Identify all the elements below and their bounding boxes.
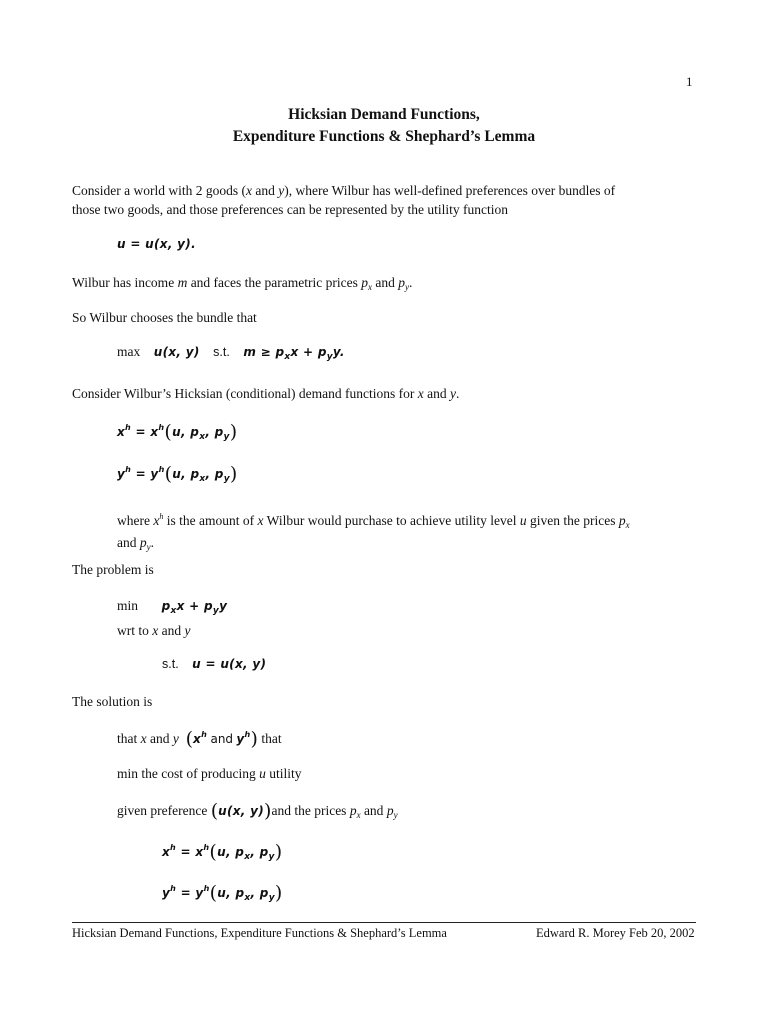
solution-xh-equation: $x^h = x^h(u$, $p_x$, $p_y$)	[162, 841, 283, 863]
solution-is-label: The solution is	[72, 694, 153, 709]
footer-author-date: Edward R. Morey Feb 20, 2002	[536, 926, 695, 940]
utility-equation: u = u(x, y).	[117, 237, 196, 251]
solution-line-2: min the cost of producing u utility	[117, 766, 302, 781]
footer-rule	[72, 922, 696, 923]
solution-line-1: that x and y ($x^h$ and $y^h$) that	[117, 728, 282, 750]
min-constraint: s.t. u = u(x, y)	[162, 657, 267, 671]
income-sentence: Wilbur has income m and faces the parametric prices $p_x$ and $p_y$.	[72, 275, 413, 292]
yh-equation: $y^h = y^h(u$, $p_x$, $p_y$)	[117, 463, 238, 485]
where-definition: where $x^h$ is the amount of x Wilbur would purchase to achieve utility level u given the prices $p_x$ and $p_y$.	[117, 512, 630, 552]
problem-is-label: The problem is	[72, 562, 154, 577]
intro-paragraph-line-1: Consider a world with 2 goods (x and y), where Wilbur has well-defined preferences over bundles of	[72, 183, 616, 198]
solution-yh-equation: $y^h = y^h(u$, $p_x$, $p_y$)	[162, 882, 283, 904]
xh-equation: $x^h = x^h(u$, $p_x$, $p_y$)	[117, 421, 238, 443]
max-problem: max u(x, y) s.t. $m \ge p_xx + p_yy$.	[117, 344, 345, 362]
intro-paragraph-line-2: those two goods, and those preferences can be represented by the utility function	[72, 202, 508, 217]
solution-line-3: given preference (u(x, y))and the prices $p_x$ and $p_y$	[117, 800, 398, 822]
page-title-line-1: Hicksian Demand Functions,	[288, 106, 480, 123]
hicksian-intro: Consider Wilbur’s Hicksian (conditional) demand functions for x and y.	[72, 386, 460, 401]
chooses-sentence: So Wilbur chooses the bundle that	[72, 310, 257, 325]
min-problem: min $p_xx + p_yy$ wrt to x and y	[117, 598, 228, 638]
page-title-line-2: Expenditure Functions & Shephard’s Lemma	[232, 128, 536, 145]
page-number: 1	[686, 74, 693, 89]
footer-title: Hicksian Demand Functions, Expenditure Functions & Shephard’s Lemma	[72, 926, 447, 940]
